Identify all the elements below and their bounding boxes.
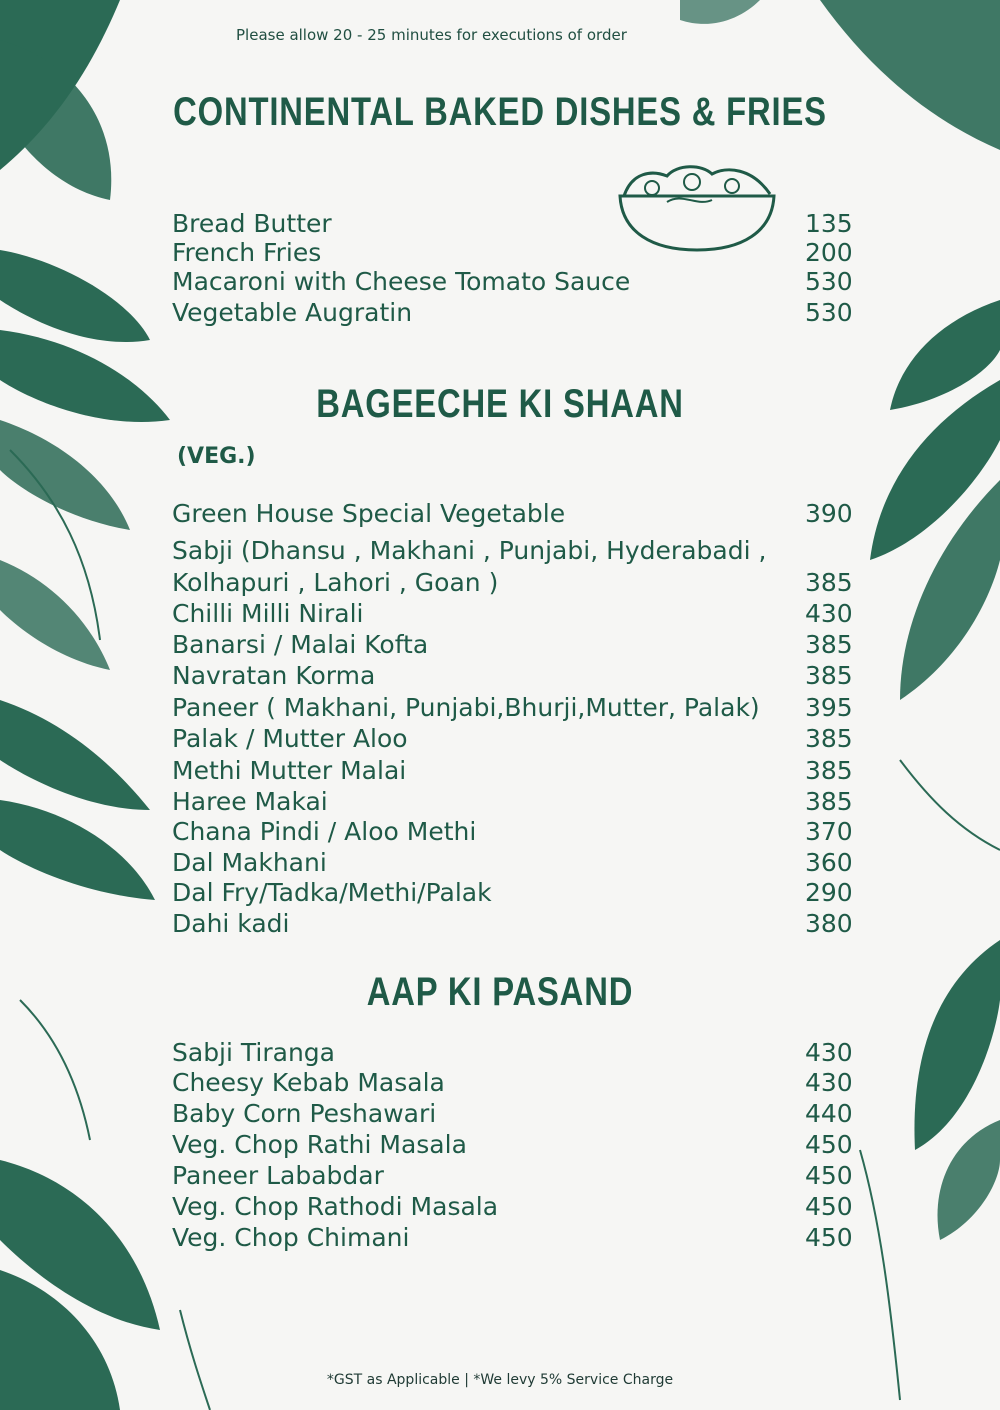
- section-title-aapki: AAP KI PASAND: [366, 970, 634, 1014]
- menu-item: [172, 816, 852, 848]
- item-price: 135: [805, 209, 853, 238]
- item-name: Cheesy Kebab Masala: [172, 1068, 445, 1097]
- item-price: 385: [805, 630, 853, 659]
- menu-item: [172, 660, 852, 692]
- menu-item: [172, 266, 852, 298]
- item-name: French Fries: [172, 238, 322, 267]
- item-price: 440: [805, 1099, 853, 1128]
- item-name: Macaroni with Cheese Tomato Sauce: [172, 267, 631, 296]
- menu-item: [172, 598, 852, 630]
- menu-item: [172, 755, 852, 787]
- menu-item: [172, 498, 852, 530]
- item-name: Baby Corn Peshawari: [172, 1099, 437, 1128]
- item-name: Paneer ( Makhani, Punjabi,Bhurji,Mutter, Palak): [172, 693, 760, 722]
- item-name: Navratan Korma: [172, 661, 376, 690]
- item-price: 380: [805, 909, 853, 938]
- menu-item: [172, 847, 852, 879]
- item-name: Dahi kadi: [172, 909, 290, 938]
- menu-item: [172, 535, 852, 599]
- item-name: Palak / Mutter Aloo: [172, 724, 408, 753]
- menu-item: [172, 1098, 852, 1130]
- menu-item: [172, 1222, 852, 1254]
- item-price: 450: [805, 1130, 853, 1159]
- menu-item: [172, 908, 852, 940]
- item-name: Dal Makhani: [172, 848, 327, 877]
- menu-item: [172, 629, 852, 661]
- order-time-note: Please allow 20 - 25 minutes for executions of order: [236, 26, 627, 44]
- item-name: Banarsi / Malai Kofta: [172, 630, 429, 659]
- section-title-bageeche: BAGEECHE KI SHAAN: [316, 382, 684, 426]
- menu-item: [172, 1129, 852, 1161]
- item-price: 385: [805, 787, 853, 816]
- item-price: 385: [805, 568, 853, 597]
- menu-item: [172, 1160, 852, 1192]
- item-price: 530: [805, 298, 853, 327]
- item-price: 385: [805, 724, 853, 753]
- footer-note: *GST as Applicable | *We levy 5% Service Charge: [326, 1372, 674, 1388]
- item-name: Chana Pindi / Aloo Methi: [172, 817, 477, 846]
- item-name: Veg. Chop Chimani: [172, 1223, 410, 1252]
- menu-item: [172, 877, 852, 909]
- item-price: 395: [805, 693, 853, 722]
- menu-item: [172, 1037, 852, 1069]
- item-price: 430: [805, 599, 853, 628]
- item-name: Dal Fry/Tadka/Methi/Palak: [172, 878, 492, 907]
- item-price: 200: [805, 238, 853, 267]
- menu-item: [172, 1191, 852, 1223]
- item-name: Sabji Tiranga: [172, 1038, 335, 1067]
- item-name: Sabji (Dhansu , Makhani , Punjabi, Hyderabadi ,: [172, 536, 767, 565]
- section-subtitle-veg: (VEG.): [177, 444, 256, 469]
- item-price: 390: [805, 499, 853, 528]
- item-price: 385: [805, 756, 853, 785]
- item-price: 360: [805, 848, 853, 877]
- menu-item: [172, 237, 852, 269]
- item-price: 290: [805, 878, 853, 907]
- section-title-continental: CONTINENTAL BAKED DISHES & FRIES: [173, 90, 827, 134]
- item-price: 450: [805, 1223, 853, 1252]
- item-name: Veg. Chop Rathi Masala: [172, 1130, 467, 1159]
- item-name: Bread Butter: [172, 209, 332, 238]
- item-price: 450: [805, 1192, 853, 1221]
- item-name: Haree Makai: [172, 787, 328, 816]
- item-name: Paneer Lababdar: [172, 1161, 384, 1190]
- menu-item: [172, 786, 852, 818]
- item-price: 450: [805, 1161, 853, 1190]
- menu-item: [172, 208, 852, 240]
- item-price: 430: [805, 1038, 853, 1067]
- item-price: 430: [805, 1068, 853, 1097]
- item-price: 385: [805, 661, 853, 690]
- item-name: Veg. Chop Rathodi Masala: [172, 1192, 499, 1221]
- item-name: Green House Special Vegetable: [172, 499, 566, 528]
- item-name: Vegetable Augratin: [172, 298, 413, 327]
- item-price: 530: [805, 267, 853, 296]
- item-name-line2: Kolhapuri , Lahori , Goan ): [172, 568, 499, 597]
- item-price: 370: [805, 817, 853, 846]
- menu-item: [172, 692, 852, 724]
- menu-item: [172, 297, 852, 329]
- menu-item: [172, 723, 852, 755]
- item-name: Chilli Milli Nirali: [172, 599, 364, 628]
- item-name: Methi Mutter Malai: [172, 756, 407, 785]
- menu-item: [172, 1067, 852, 1099]
